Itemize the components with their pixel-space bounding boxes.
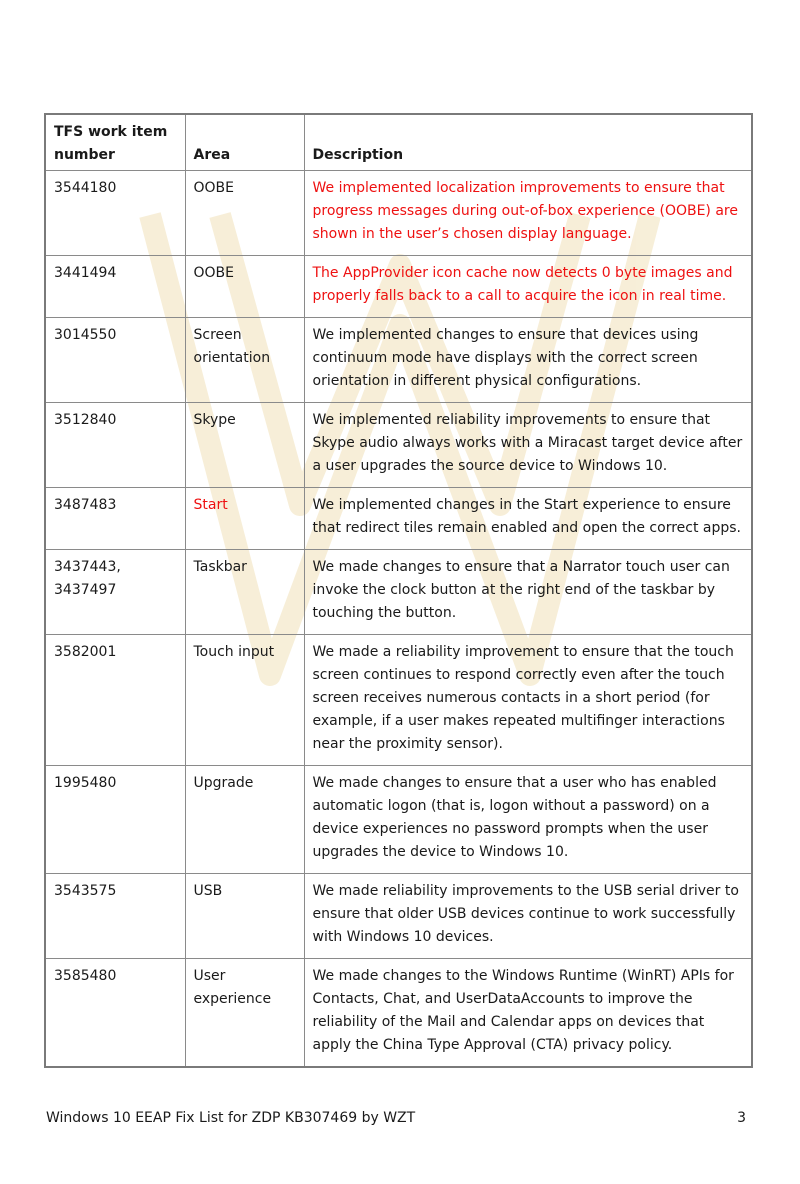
table-row — [45, 550, 752, 635]
table-row — [45, 256, 752, 318]
cell-description: We implemented changes to ensure that devices using continuum mode have displays with the correct screen orientation in different physical configurations. — [304, 318, 752, 403]
cell-description: The AppProvider icon cache now detects 0 byte images and properly falls back to a call to acquire the icon in real time. — [304, 256, 752, 318]
cell-work-item: 1995480 — [45, 766, 185, 874]
cell-description: We made a reliability improvement to ensure that the touch screen continues to respond correctly even after the touch screen receives numerous contacts in a short period (for example, if a user makes repeated multifinger interactions near the proximity sensor). — [304, 635, 752, 766]
cell-description: We implemented localization improvements to ensure that progress messages during out-of-box experience (OOBE) are shown in the user’s chosen display language. — [304, 171, 752, 256]
cell-work-item: 3441494 — [45, 256, 185, 318]
cell-description: We implemented reliability improvements to ensure that Skype audio always works with a Miracast target device after a user upgrades the source device to Windows 10. — [304, 403, 752, 488]
cell-area: Skype — [185, 403, 304, 488]
cell-description: We made changes to ensure that a user who has enabled automatic logon (that is, logon without a password) on a device experiences no password prompts when the user upgrades the device to Windows 10. — [304, 766, 752, 874]
page-footer-text: Windows 10 EEAP Fix List for ZDP KB307469 by WZT — [46, 1110, 416, 1126]
cell-area: Touch input — [185, 635, 304, 766]
cell-area: OOBE — [185, 171, 304, 256]
cell-area: OOBE — [185, 256, 304, 318]
cell-area: Screen orientation — [185, 318, 304, 403]
cell-area: User experience — [185, 959, 304, 1068]
table-header-row — [45, 114, 752, 171]
cell-description: We made reliability improvements to the USB serial driver to ensure that older USB devices continue to work successfully with Windows 10 devices. — [304, 874, 752, 959]
page-number: 3 — [737, 1110, 746, 1126]
cell-area: Taskbar — [185, 550, 304, 635]
table-row — [45, 171, 752, 256]
table-row — [45, 766, 752, 874]
cell-work-item: 3585480 — [45, 959, 185, 1068]
cell-work-item: 3544180 — [45, 171, 185, 256]
cell-work-item: 3512840 — [45, 403, 185, 488]
table-row — [45, 403, 752, 488]
table-row — [45, 635, 752, 766]
table-row — [45, 959, 752, 1068]
cell-description: We made changes to the Windows Runtime (WinRT) APIs for Contacts, Chat, and UserDataAccounts to improve the reliability of the Mail and Calendar apps on devices that apply the China Type Approval (CTA) privacy policy. — [304, 959, 752, 1068]
cell-work-item: 3437443, 3437497 — [45, 550, 185, 635]
cell-area: Upgrade — [185, 766, 304, 874]
cell-work-item: 3543575 — [45, 874, 185, 959]
table-row — [45, 318, 752, 403]
cell-area: USB — [185, 874, 304, 959]
header-description: Description — [304, 114, 752, 171]
table-row — [45, 488, 752, 550]
cell-description: We implemented changes in the Start experience to ensure that redirect tiles remain enabled and open the correct apps. — [304, 488, 752, 550]
table-row — [45, 874, 752, 959]
cell-work-item: 3014550 — [45, 318, 185, 403]
cell-description: We made changes to ensure that a Narrator touch user can invoke the clock button at the right end of the taskbar by touching the button. — [304, 550, 752, 635]
fix-list-table — [44, 113, 753, 1068]
cell-work-item: 3487483 — [45, 488, 185, 550]
header-tfs-work-item: TFS work item number — [45, 114, 185, 171]
cell-work-item: 3582001 — [45, 635, 185, 766]
header-area: Area — [185, 114, 304, 171]
cell-area: Start — [185, 488, 304, 550]
